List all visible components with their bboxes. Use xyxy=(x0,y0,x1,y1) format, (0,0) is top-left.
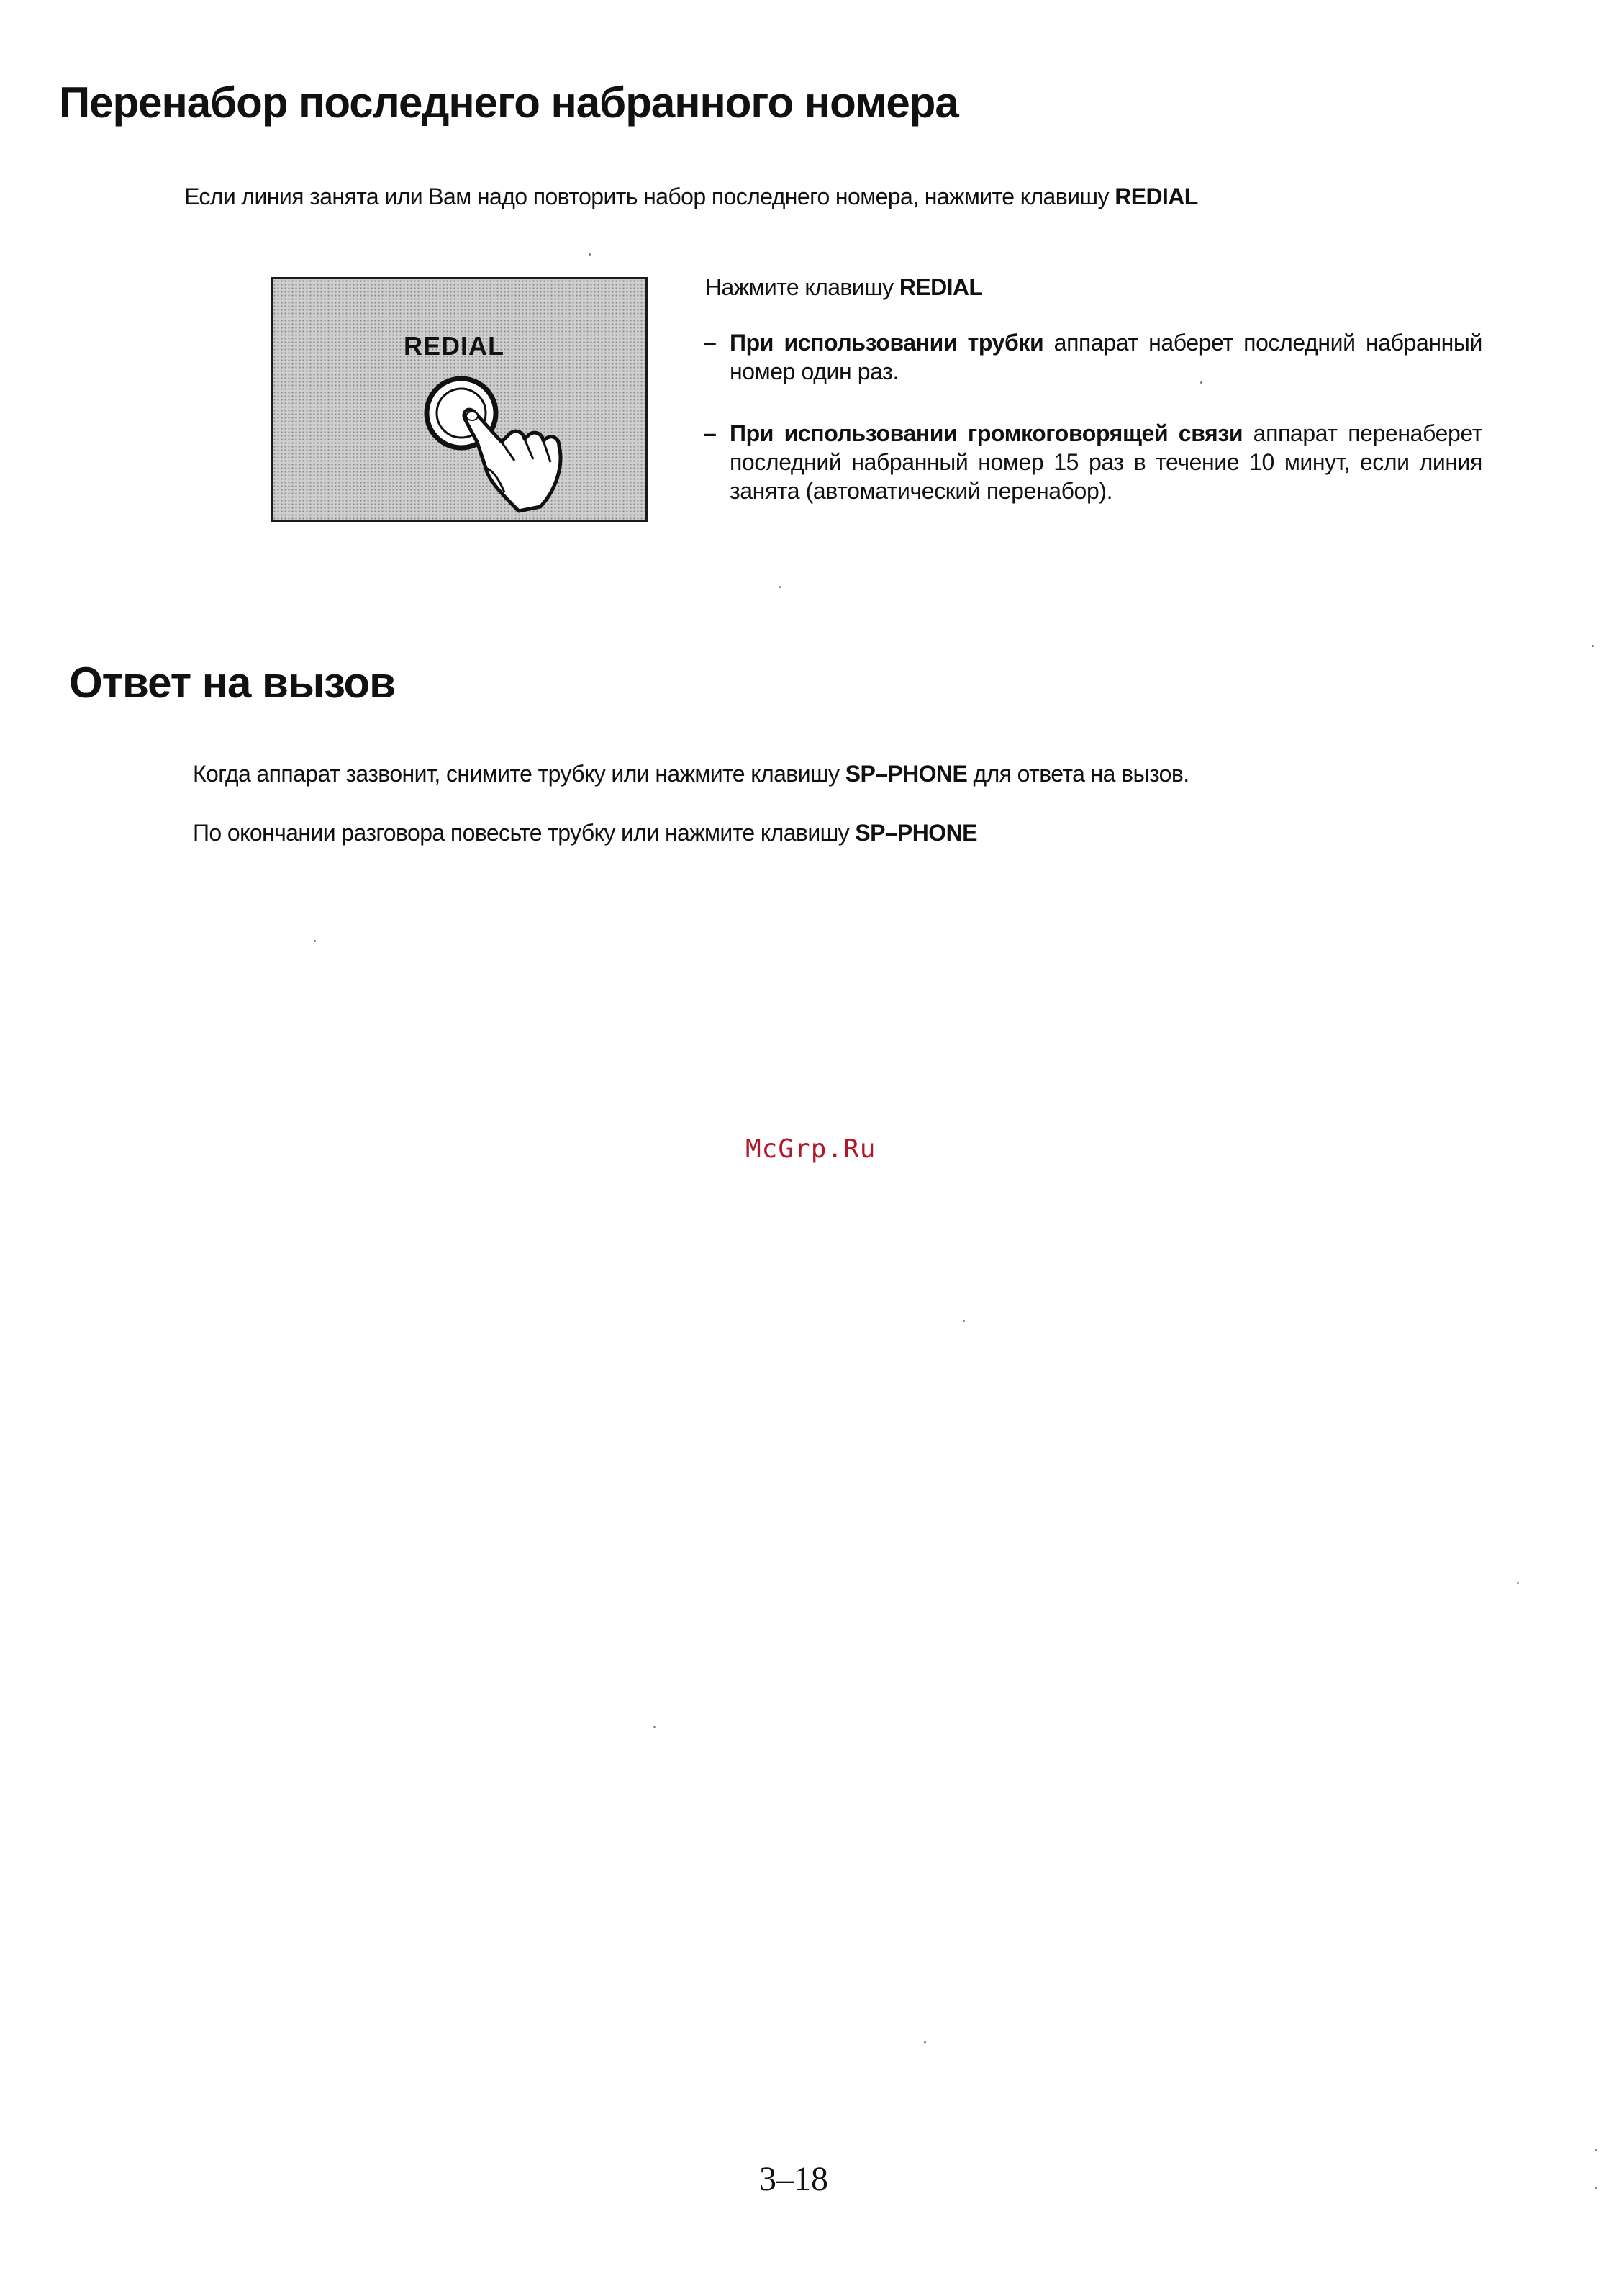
section2-paragraph-1 xyxy=(193,759,1189,789)
figure-label: REDIAL xyxy=(404,331,504,361)
intro-key: REDIAL xyxy=(1115,184,1198,209)
scan-speck xyxy=(589,253,591,256)
instruction-key: REDIAL xyxy=(899,274,983,300)
page-number: 3–18 xyxy=(759,2160,828,2198)
bullet-body: аппарат наберет последний набранный номер один раз. xyxy=(730,330,1482,384)
instruction xyxy=(705,272,982,302)
scan-speck xyxy=(1200,381,1202,384)
bullet-bold: При использовании трубки xyxy=(730,330,1044,356)
section2-paragraph-2 xyxy=(193,818,977,848)
bullet-bold: При использовании громкоговорящей связи xyxy=(730,420,1243,446)
bullet-dash: – xyxy=(704,330,717,356)
scan-speck xyxy=(314,940,316,942)
intro-text: Если линия занята или Вам надо повторить набор последнего номера, нажмите клавишу xyxy=(184,184,1115,209)
bullet-body: аппарат перенаберет последний набранный номер 15 раз в течение 10 минут, если линия занята (автоматический перенабор). xyxy=(730,420,1482,504)
redial-figure xyxy=(271,277,648,522)
p1-key: SP–PHONE xyxy=(845,761,968,787)
scan-speck xyxy=(779,586,781,588)
scan-speck xyxy=(1592,645,1594,647)
finger-pressing-button-icon xyxy=(273,279,645,520)
instruction-text: Нажмите клавишу xyxy=(705,274,899,300)
p2-key: SP–PHONE xyxy=(855,820,977,846)
scan-speck xyxy=(1595,2187,1597,2189)
bullet-item xyxy=(704,328,1482,386)
scan-speck xyxy=(1517,1582,1519,1584)
bullet-item xyxy=(704,419,1482,505)
bullet-text xyxy=(730,328,1482,386)
scan-speck xyxy=(924,2041,926,2043)
bullet-dash: – xyxy=(704,420,717,446)
section1-intro xyxy=(184,181,1198,212)
watermark: McGrp.Ru xyxy=(745,1134,876,1164)
scan-speck xyxy=(1595,2149,1597,2151)
p1-suffix: для ответа на вызов. xyxy=(967,761,1189,787)
bullet-text xyxy=(730,419,1482,505)
p1-text: Когда аппарат зазвонит, снимите трубку или нажмите клавишу xyxy=(193,761,845,787)
section1-title: Перенабор последнего набранного номера xyxy=(59,78,958,127)
scan-speck xyxy=(653,1726,656,1728)
section2-title: Ответ на вызов xyxy=(69,659,396,707)
p2-text: По окончании разговора повесьте трубку или нажмите клавишу xyxy=(193,820,856,846)
scan-speck xyxy=(963,1320,965,1322)
